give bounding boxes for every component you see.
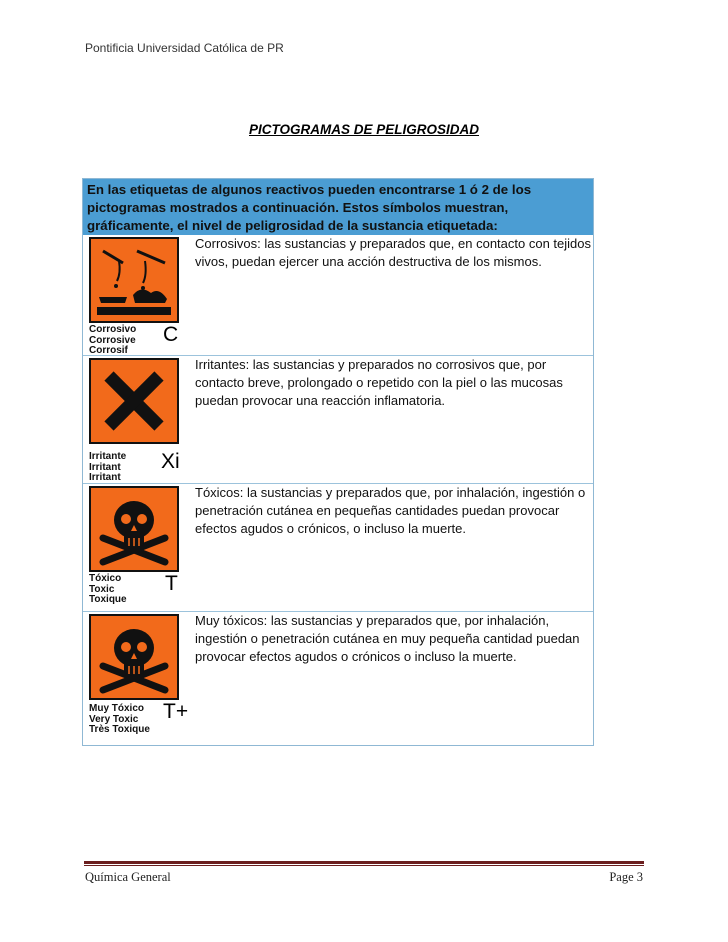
label-es: Corrosivo [89, 324, 137, 335]
very-toxic-labels [89, 704, 150, 736]
label-es: Tóxico [89, 573, 122, 584]
label-fr: Toxique [89, 594, 127, 605]
skull-crossbones-icon [89, 486, 187, 577]
footer-rule-thin [84, 865, 644, 866]
pictogram-row-toxic [83, 483, 593, 611]
page-header: Pontificia Universidad Católica de PR [85, 41, 284, 55]
pictogram-description: Muy tóxicos: las sustancias y preparados que, por inhalación, ingestión o penetración cutánea en muy pequeña cantidad puedan provocar efectos agudos o crónicos o incluso la muerte. [195, 613, 580, 664]
pictogram-row-very-toxic [83, 611, 593, 739]
irritant-labels [89, 452, 126, 484]
label-fr: Irritant [89, 472, 121, 483]
label-es: Muy Tóxico [89, 703, 145, 714]
pictogram-table [82, 178, 594, 746]
footer-rule-thick [84, 861, 644, 864]
pictogram-row-irritant [83, 355, 593, 483]
label-en: Irritant [89, 461, 121, 473]
corrosive-icon [89, 237, 187, 328]
label-fr: Corrosif [89, 345, 128, 356]
label-en: Very Toxic [89, 713, 139, 725]
document-title-wrap [0, 121, 728, 139]
footer-course: Química General [85, 870, 171, 884]
label-fr: Très Toxique [89, 724, 150, 735]
label-es: Irritante [89, 451, 127, 462]
hazard-code: T+ [163, 700, 189, 723]
pictogram-row-corrosive [83, 235, 593, 355]
label-en: Corrosive [89, 334, 136, 346]
pictogram-description: Tóxicos: la sustancias y preparados que, por inhalación, ingestión o penetración cutánea en pequeñas cantidades puedan provocar efectos agudos o crónicos, o incluso la muerte. [195, 485, 586, 536]
corrosive-labels [89, 325, 136, 357]
label-en: Toxic [89, 583, 115, 595]
footer-page-number: Page 3 [609, 870, 643, 884]
hazard-code: Xi [161, 450, 180, 473]
skull-crossbones-icon [89, 614, 187, 705]
pictogram-description: Corrosivos: las sustancias y preparados que, en contacto con tejidos vivos, puedan ejercer una acción destructiva de los mismos. [195, 236, 591, 269]
irritant-cross-icon [89, 358, 187, 449]
pictogram-description: Irritantes: las sustancias y preparados no corrosivos que, por contacto breve, prolongado o repetido con la piel o las mucosas puedan provocar una reacción inflamatoria. [195, 357, 563, 408]
document-title: PICTOGRAMAS DE PELIGROSIDAD [248, 122, 480, 137]
intro-text: En las etiquetas de algunos reactivos pueden encontrarse 1 ó 2 de los pictogramas mostrados a continuación. Estos símbolos muestran, gráficamente, el nivel de peligrosidad de la sustancia etiquetada: [83, 179, 593, 235]
toxic-labels [89, 574, 127, 606]
hazard-code: C [163, 323, 179, 346]
hazard-code: T [165, 572, 178, 595]
